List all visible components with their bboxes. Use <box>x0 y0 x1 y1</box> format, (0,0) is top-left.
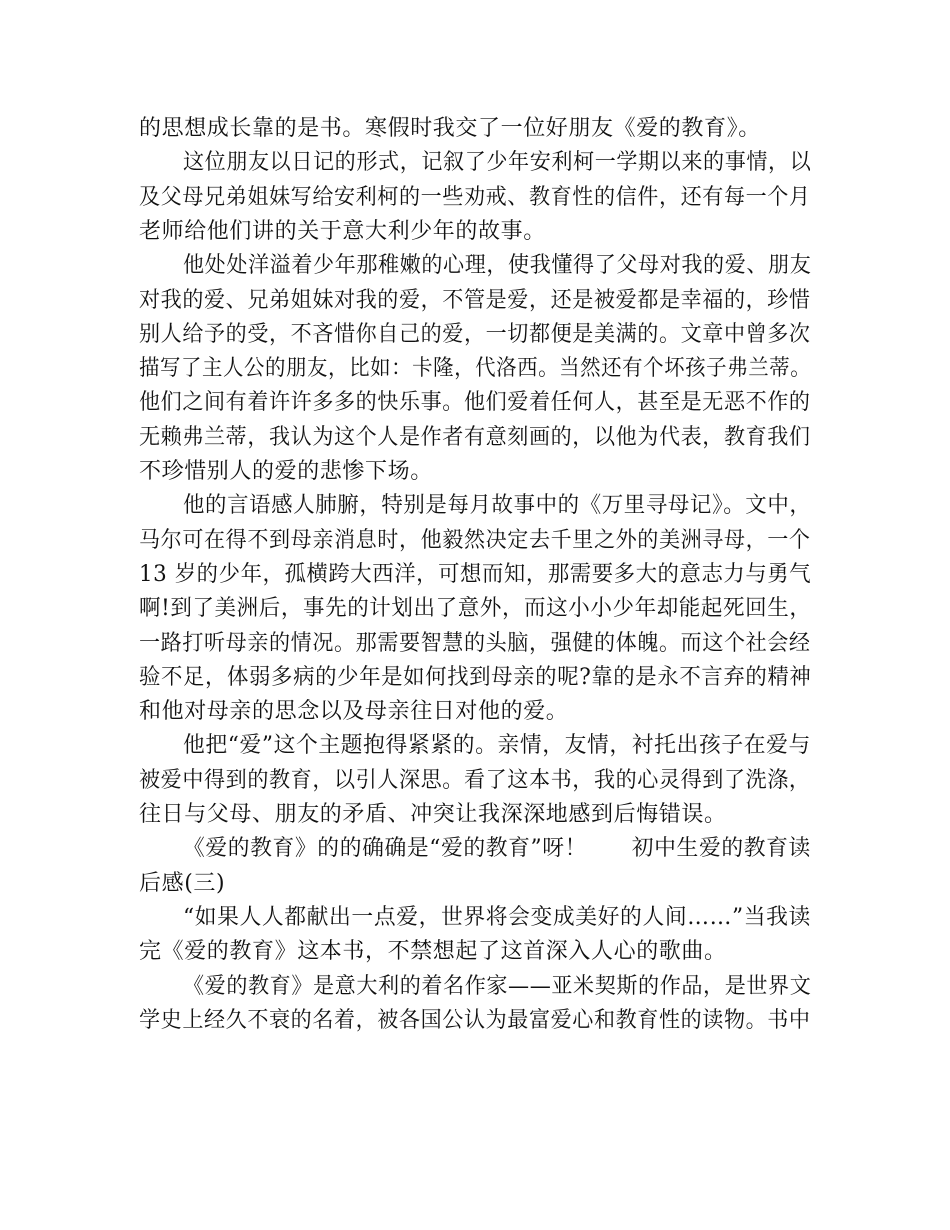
paragraph-line: 无赖弗兰蒂，我认为这个人是作者有意刻画的，以他为代表，教育我们 <box>139 424 811 450</box>
paragraph-line: 及父母兄弟姐妹写给安利柯的一些劝戒、教育性的信件，还有每一个月 <box>139 184 811 210</box>
paragraph-line: 完《爱的教育》这本书，不禁想起了这首深入人心的歌曲。 <box>139 939 727 965</box>
paragraph-line: 被爱中得到的教育，以引人深思。看了这本书，我的心灵得到了洗涤， <box>139 767 811 793</box>
paragraph-line: 不珍惜别人的爱的悲惨下场。 <box>139 459 433 484</box>
paragraph-line: 啊!到了美洲后，事先的计划出了意外，而这小小少年却能起死回生， <box>139 596 812 622</box>
paragraph-first-line: 他的言语感人肺腑，特别是每月故事中的《万里寻母记》。文中， <box>183 493 812 519</box>
paragraph-line: 学史上经久不衰的名着，被各国公认为最富爱心和教育性的读物。书中 <box>139 1007 811 1033</box>
paragraph-first-line: 这位朋友以日记的形式，记叙了少年安利柯一学期以来的事情，以 <box>183 150 812 176</box>
paragraph-first-line: 《爱的教育》的的确确是“爱的教育”呀！ 初中生爱的教育读 <box>183 836 811 862</box>
paragraph-line: 别人给予的受，不吝惜你自己的爱，一切都便是美满的。文章中曾多次 <box>139 321 811 347</box>
paragraph-line: 往日与父母、朋友的矛盾、冲突让我深深地感到后悔错误。 <box>139 802 727 827</box>
paragraph-line: 13 岁的少年，孤横跨大西洋，可想而知，那需要多大的意志力与勇气 <box>139 561 812 587</box>
paragraph-line: 一路打听母亲的情况。那需要智慧的头脑，强健的体魄。而这个社会经 <box>139 630 811 656</box>
paragraph-line: 验不足，体弱多病的少年是如何找到母亲的呢?靠的是永不言弃的精神 <box>139 664 812 690</box>
paragraph-line: 的思想成长靠的是书。寒假时我交了一位好朋友《爱的教育》。 <box>139 116 761 141</box>
paragraph-line: 马尔可在得不到母亲消息时，他毅然决定去千里之外的美洲寻母，一个 <box>139 527 811 553</box>
paragraph-first-line: 《爱的教育》是意大利的着名作家——亚米契斯的作品，是世界文 <box>183 973 812 999</box>
paragraph-line: 老师给他们讲的关于意大利少年的故事。 <box>139 218 546 244</box>
paragraph-line: 和他对母亲的思念以及母亲往日对他的爱。 <box>139 699 569 725</box>
paragraph-line: 他们之间有着许许多多的快乐事。他们爱着任何人，甚至是无恶不作的 <box>139 390 811 416</box>
paragraph-line: 后感(三) <box>139 870 226 896</box>
paragraph-line: 对我的爱、兄弟姐妹对我的爱，不管是爱，还是被爱都是幸福的，珍惜 <box>139 287 811 313</box>
paragraph-first-line: 他把“爱”这个主题抱得紧紧的。亲情，友情，衬托出孩子在爱与 <box>183 733 811 759</box>
paragraph-first-line: 他处处洋溢着少年那稚嫩的心理，使我懂得了父母对我的爱、朋友 <box>183 253 812 279</box>
paragraph-first-line: “如果人人都献出一点爱，世界将会变成美好的人间……”当我读 <box>183 904 811 930</box>
paragraph-line: 描写了主人公的朋友，比如：卡隆，代洛西。当然还有个坏孩子弗兰蒂。 <box>139 356 812 382</box>
